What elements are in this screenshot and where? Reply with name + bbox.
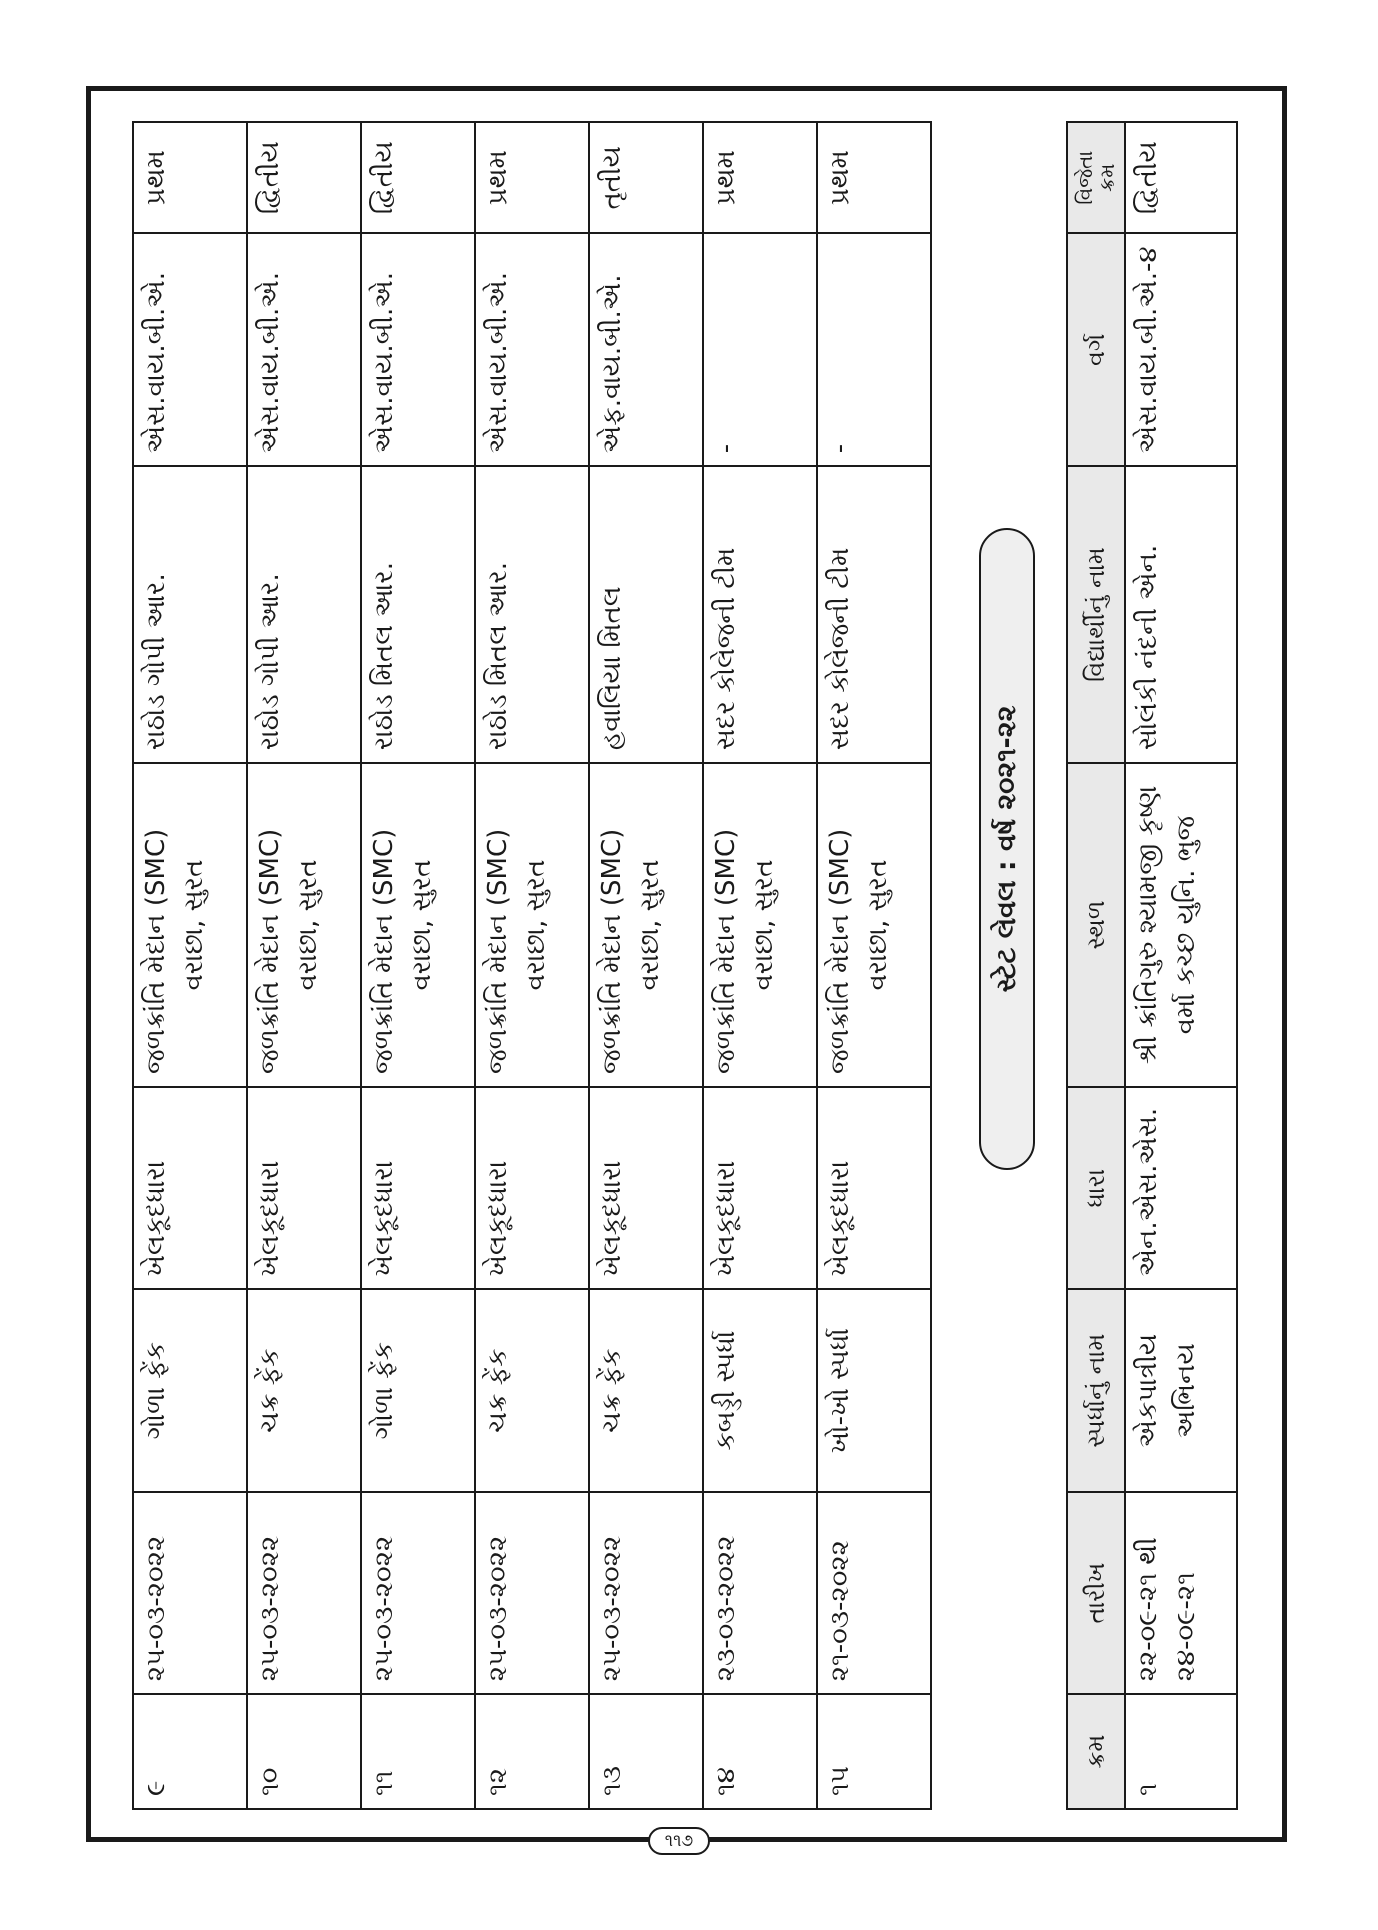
table-row xyxy=(475,122,589,1809)
place-cell xyxy=(247,763,361,1087)
event-cell: એકપાત્રીય અભિનય xyxy=(1125,1289,1237,1491)
rank-cell: દ્વિતીય xyxy=(1125,122,1237,233)
place-line2: વરાછા, સુરત xyxy=(862,859,893,991)
achievements-table xyxy=(132,121,932,1810)
state-table-header-row xyxy=(1067,122,1125,1809)
sr-cell: ૧૩ xyxy=(589,1694,703,1809)
dhara-cell: ખેલકૂદધારા xyxy=(703,1087,817,1289)
date-cell: ૨૫-૦૩-૨૦૨૨ xyxy=(361,1492,475,1694)
place-line2: વરાછા, સુરત xyxy=(748,859,779,991)
table-row xyxy=(1125,122,1237,1809)
sr-cell: ૧૪ xyxy=(703,1694,817,1809)
date-cell: ૨૫-૦૩-૨૦૨૨ xyxy=(475,1492,589,1694)
place-cell xyxy=(361,763,475,1087)
name-cell: સદર કોલેજની ટીમ xyxy=(817,466,931,763)
date-cell: ૨૨-૦૯-૨૧ થી ૨૪-૦૯-૨૧ xyxy=(1125,1492,1237,1694)
header-rank: વિજેતા ક્રમ xyxy=(1067,122,1125,233)
header-sr: ક્રમ xyxy=(1067,1694,1125,1809)
sr-cell: ૧૦ xyxy=(247,1694,361,1809)
date-cell: ૨૧-૦૩-૨૦૨૨ xyxy=(817,1492,931,1694)
dhara-cell: ખેલકૂદધારા xyxy=(475,1087,589,1289)
rank-cell: દ્વિતીય xyxy=(361,122,475,233)
place-line1: જળક્રાંતિ મેદાન (SMC) xyxy=(141,828,171,1074)
place-line1: જળક્રાંતિ મેદાન (SMC) xyxy=(711,828,741,1074)
class-cell: એસ.વાય.બી.એ.-૪ xyxy=(1125,233,1237,466)
page-number: ૧૧૭ xyxy=(648,1827,710,1855)
event-cell: કબડ્ડી સ્પર્ધા xyxy=(703,1289,817,1491)
place-cell xyxy=(475,763,589,1087)
table-row xyxy=(817,122,931,1809)
name-cell: સોલંકી નંદની એન. xyxy=(1125,466,1237,763)
place-line2: વરાછા, સુરત xyxy=(634,859,665,991)
place-line2: વરાછા, સુરત xyxy=(178,859,209,991)
table-row xyxy=(247,122,361,1809)
name-cell: સદર કોલેજની ટીમ xyxy=(703,466,817,763)
state-level-table xyxy=(1066,121,1238,1810)
name-cell: રાઠોડ મિતલ આર. xyxy=(361,466,475,763)
rank-cell: પ્રથમ xyxy=(703,122,817,233)
achievements-table-body xyxy=(133,122,931,1809)
dhara-cell: ખેલકૂદધારા xyxy=(361,1087,475,1289)
dhara-cell: ખેલકૂદધારા xyxy=(133,1087,247,1289)
place-line1: જળક્રાંતિ મેદાન (SMC) xyxy=(483,828,513,1074)
class-cell: - xyxy=(703,233,817,466)
event-cell: ખો-ખો સ્પર્ધા xyxy=(817,1289,931,1491)
table-row xyxy=(589,122,703,1809)
place-line1: જળક્રાંતિ મેદાન (SMC) xyxy=(597,828,627,1074)
rank-cell: તૃતીય xyxy=(589,122,703,233)
section-title: સ્ટેટ લેવલ : વર્ષ ૨૦૨૧-૨૨ xyxy=(979,528,1035,1170)
place-cell: શ્રી ક્રાંતિગુરુ શ્યામજી કૃષ્ણ વર્મા કચ્છ યુનિ. ભુજ xyxy=(1125,763,1237,1087)
dhara-cell: ખેલકૂદધારા xyxy=(817,1087,931,1289)
place-line2: વરાછા, સુરત xyxy=(406,859,437,991)
sr-cell: ૯ xyxy=(133,1694,247,1809)
place-line2: વરાછા, સુરત xyxy=(520,859,551,991)
table-row xyxy=(133,122,247,1809)
place-line1: જળક્રાંતિ મેદાન (SMC) xyxy=(255,828,285,1074)
name-cell: રાઠોડ ગોપી આર. xyxy=(247,466,361,763)
name-cell: રાઠોડ ગોપી આર. xyxy=(133,466,247,763)
date-cell: ૨૩-૦૩-૨૦૨૨ xyxy=(703,1492,817,1694)
place-cell xyxy=(817,763,931,1087)
sr-cell: ૧૫ xyxy=(817,1694,931,1809)
header-event: સ્પર્ધાનું નામ xyxy=(1067,1289,1125,1491)
date-cell: ૨૫-૦૩-૨૦૨૨ xyxy=(589,1492,703,1694)
event-cell: ચક્ર ફેંક xyxy=(247,1289,361,1491)
state-table-body xyxy=(1125,122,1237,1809)
rank-cell: પ્રથમ xyxy=(475,122,589,233)
header-class: વર્ગ xyxy=(1067,233,1125,466)
header-name: વિદ્યાર્થીનું નામ xyxy=(1067,466,1125,763)
place-cell xyxy=(589,763,703,1087)
dhara-cell: ખેલકૂદધારા xyxy=(589,1087,703,1289)
table-row xyxy=(703,122,817,1809)
sr-cell: ૧૨ xyxy=(475,1694,589,1809)
rank-cell: પ્રથમ xyxy=(817,122,931,233)
class-cell: એસ.વાય.બી.એ. xyxy=(133,233,247,466)
header-place: સ્થળ xyxy=(1067,763,1125,1087)
dhara-cell: એન.એસ.એસ. xyxy=(1125,1087,1237,1289)
dhara-cell: ખેલકૂદધારા xyxy=(247,1087,361,1289)
class-cell: એસ.વાય.બી.એ. xyxy=(361,233,475,466)
name-cell: હવાલિયા મિતલ xyxy=(589,466,703,763)
place-line1: જળક્રાંતિ મેદાન (SMC) xyxy=(825,828,855,1074)
place-cell xyxy=(703,763,817,1087)
header-dhara: ધારા xyxy=(1067,1087,1125,1289)
class-cell: - xyxy=(817,233,931,466)
sr-cell: ૧ xyxy=(1125,1694,1237,1809)
header-date: તારીખ xyxy=(1067,1492,1125,1694)
class-cell: એફ.વાય.બી.એ. xyxy=(589,233,703,466)
place-line1: જળક્રાંતિ મેદાન (SMC) xyxy=(369,828,399,1074)
rank-cell: દ્વિતીય xyxy=(247,122,361,233)
event-cell: ગોળા ફેંક xyxy=(133,1289,247,1491)
rank-cell: પ્રથમ xyxy=(133,122,247,233)
class-cell: એસ.વાય.બી.એ. xyxy=(247,233,361,466)
name-cell: રાઠોડ મિતલ આર. xyxy=(475,466,589,763)
event-cell: ચક્ર ફેંક xyxy=(475,1289,589,1491)
table-row xyxy=(361,122,475,1809)
event-cell: ચક્ર ફેંક xyxy=(589,1289,703,1491)
place-line2: વરાછા, સુરત xyxy=(292,859,323,991)
date-cell: ૨૫-૦૩-૨૦૨૨ xyxy=(133,1492,247,1694)
class-cell: એસ.વાય.બી.એ. xyxy=(475,233,589,466)
event-cell: ગોળા ફેંક xyxy=(361,1289,475,1491)
date-cell: ૨૫-૦૩-૨૦૨૨ xyxy=(247,1492,361,1694)
sr-cell: ૧૧ xyxy=(361,1694,475,1809)
rotated-content xyxy=(132,120,1246,1810)
place-cell xyxy=(133,763,247,1087)
